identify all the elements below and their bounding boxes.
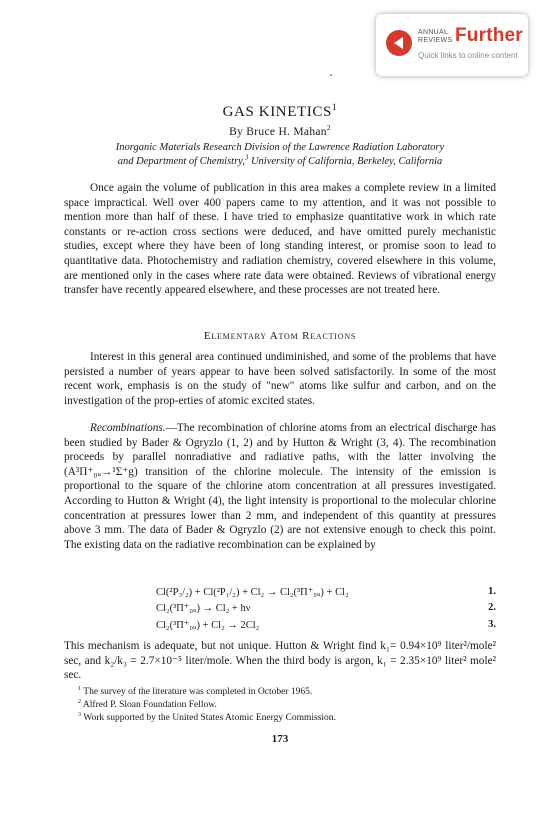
affiliation-footnote-mark: 3 — [244, 154, 249, 162]
equation-3 — [64, 619, 496, 633]
title-text: GAS KINETICS — [222, 104, 332, 120]
badge-reviews-text: REVIEWS — [418, 37, 453, 44]
interest-paragraph: Interest in this general area continued undiminished, and some of the problems that have persisted a number of years appear to have been solved satisfactorily. In some of the most recent work, emphasis is on the study of "new" atoms like sulfur and carbon, and on the investigation of the prop-erties of atomic excited states. — [64, 351, 496, 407]
page-number: 173 — [271, 733, 289, 745]
equation-number: 1. — [488, 586, 496, 597]
further-badge[interactable] — [376, 14, 528, 76]
footnote-text: Work supported by the United States Atomic Energy Commission. — [81, 713, 336, 723]
recombinations-text: —The recombination of chlorine atoms from an electrical discharge has been studied by Bader & Ogryzlo (1, 2) and by Hutton & Wright (3, 4). The recombination proceeds by parallel nonradiative and radiative paths, with the latter involving the (A³Π⁺₀ᵤ→¹Σ⁺g) transition of the chlorine molecule. The intensity of the emission is proportional to the square of the chlorine atom concentration at all pressures investigated. According to Hutton & Wright (4), the light intensity is proportional to the molecular chlorine concentration at pressures lower than 2 mm, and independent of this quantity at pressures above 3 mm. The data of Bader & Ogryzlo (2) are not extensive enough to check this point. The existing data on the radiative recombination can be explained by — [64, 422, 496, 551]
footnote-3 — [78, 712, 496, 725]
mechanism-paragraph: This mechanism is adequate, but not unique. Hutton & Wright find k₁= 0.94×10⁹ liter²/mole² sec, and k₂/k₃ = 2.7×10⁻⁵ liter/mole. When the third body is argon, k₁ = 2.35×10⁹ liter² mole² sec. — [64, 640, 496, 682]
affiliation-line-2b: University of California, Berkeley, California — [248, 156, 443, 167]
equation-expression: Cl₂(³Π⁺₀ᵤ) → Cl₂ + hν — [156, 603, 251, 614]
affiliation — [64, 141, 496, 169]
intro-paragraph: Once again the volume of publication in this area makes a complete review in a limited space impractical. Well over 400 papers came to my attention, and it was not possible to mention more than half of these. I have tried to emphasize quantitative work in which rate constants or re-action cross sections were deduced, and have omitted purely mechanistic studies, except where they have been of long standing interest, or promise soon to lead to quantitative data. Photochemistry and radiation chemistry, covered elsewhere in this volume, are mentioned only in the cases where rate data were obtained. Reviews of vibrational energy transfer have recently appeared elsewhere, and these processes are not treated here. — [64, 182, 496, 297]
page-speck — [330, 74, 332, 76]
equation-number: 3. — [488, 619, 496, 630]
section-heading: Elementary Atom Reactions — [203, 330, 357, 342]
footnote-text: Alfred P. Sloan Foundation Fellow. — [81, 700, 217, 710]
badge-annual-reviews — [418, 29, 452, 45]
equation-expression: Cl(²P₃/₂) + Cl(²P₁/₂) + Cl₂ → Cl₂(³Π⁺₀ᵤ) + Cl₂ — [156, 587, 349, 598]
recombinations-paragraph — [64, 421, 496, 552]
recombinations-lead: Recombinations. — [90, 422, 166, 434]
author-footnote-mark: 2 — [326, 123, 331, 133]
footnote-mark: 2 — [78, 698, 82, 705]
equation-expression: Cl₂(³Π⁺₀ᵤ) + Cl₂ → 2Cl₂ — [156, 620, 260, 631]
footnote-mark: 3 — [78, 711, 82, 718]
equation-number: 2. — [488, 602, 496, 613]
badge-subtitle: Quick links to online content — [418, 51, 518, 60]
author-line — [64, 123, 496, 138]
badge-further-word: Further — [455, 25, 523, 46]
affiliation-line-2a: and Department of Chemistry, — [117, 156, 245, 167]
footnote-1 — [78, 686, 496, 699]
footnote-2 — [78, 699, 496, 712]
title-footnote-mark: 1 — [331, 102, 338, 113]
footnote-mark: 1 — [78, 685, 82, 692]
equation-2 — [64, 602, 496, 616]
footnote-text: The survey of the literature was completed in October 1965. — [81, 687, 313, 697]
badge-annual-text: ANNUAL — [418, 29, 449, 36]
play-icon — [386, 30, 412, 56]
author-text: By Bruce H. Mahan — [229, 126, 327, 138]
article-title — [64, 104, 496, 121]
equation-1 — [64, 586, 496, 600]
affiliation-line-1: Inorganic Materials Research Division of the Lawrence Radiation Laboratory — [115, 142, 445, 153]
